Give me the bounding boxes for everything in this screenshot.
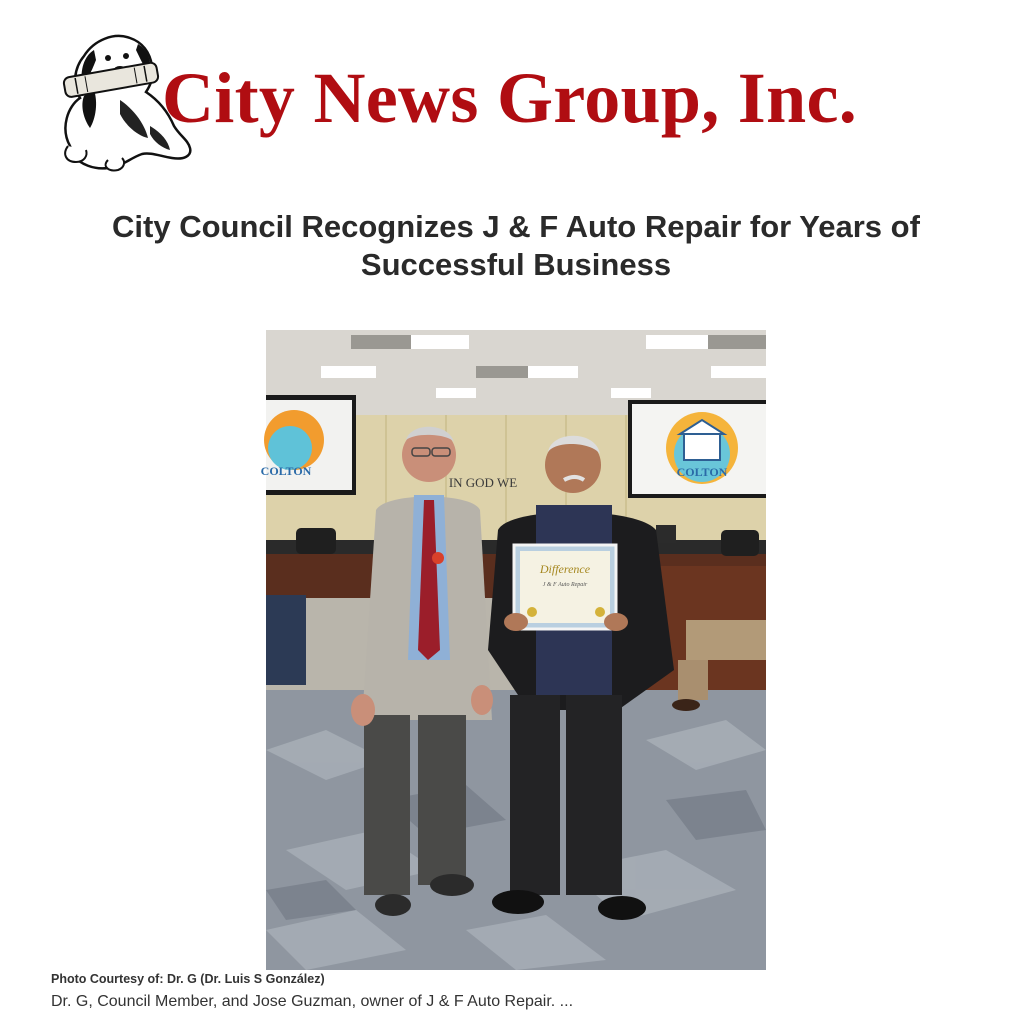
screen-left-text: COLTON (260, 464, 312, 478)
article-photo (260, 330, 766, 970)
photo-caption: Dr. G, Council Member, and Jose Guzman, owner of J & F Auto Repair. ... (51, 993, 574, 1010)
article-headline: City Council Recognizes J & F Auto Repair for Years of Successful Business (112, 209, 920, 282)
wall-motto: IN GOD WE (448, 475, 518, 490)
council-chamber-photo (260, 330, 766, 970)
certificate-heading: Difference (539, 562, 591, 576)
certificate-name: J & F Auto Repair (542, 582, 588, 588)
brand-name[interactable]: City News Group, Inc. (162, 58, 858, 138)
screen-right-text: COLTON (676, 465, 728, 479)
photo-credit: Photo Courtesy of: Dr. G (Dr. Luis S González) (51, 972, 325, 986)
masthead (50, 26, 980, 176)
